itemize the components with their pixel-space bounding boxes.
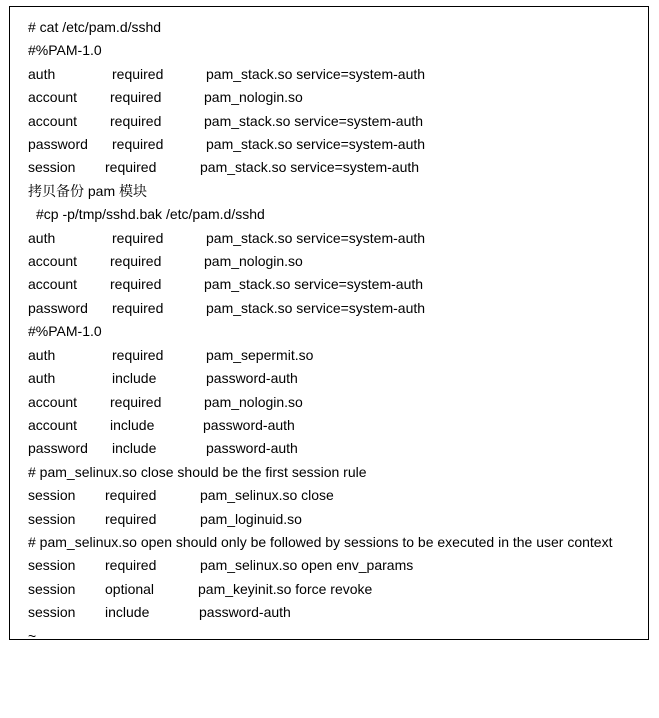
module-path: pam_keyinit.so force revoke [198, 580, 373, 597]
control-flag: optional [105, 580, 155, 597]
control-flag: required [112, 229, 164, 246]
control-flag: required [112, 136, 164, 153]
pam-rule-row [28, 554, 638, 577]
line-text: #cp -p/tmp/sshd.bak /etc/pam.d/sshd [36, 206, 265, 223]
module-type: password [28, 440, 88, 457]
pam-rule-row [28, 414, 638, 437]
pam-rule-row [28, 601, 638, 624]
module-path: pam_sepermit.so [206, 346, 314, 363]
control-flag: required [112, 65, 164, 82]
module-path: pam_selinux.so close [200, 487, 334, 504]
pam-rule-row [28, 133, 638, 156]
tilde-line [28, 625, 638, 648]
module-type: account [28, 112, 78, 129]
module-path: pam_nologin.so [204, 393, 303, 410]
line-text: # pam_selinux.so open should only be followed by sessions to be executed in the user context [28, 533, 613, 550]
module-path: pam_nologin.so [204, 253, 303, 270]
pam-rule-row [28, 227, 638, 250]
pam-rule-row [28, 367, 638, 390]
pam-rule-row [28, 578, 638, 601]
module-type: session [28, 604, 76, 621]
module-path: pam_stack.so service=system-auth [206, 299, 426, 316]
module-path: password-auth [206, 370, 298, 387]
control-flag: required [112, 299, 164, 316]
control-flag: include [105, 604, 150, 621]
pam-rule-row [28, 110, 638, 133]
module-path: pam_stack.so service=system-auth [200, 159, 420, 176]
module-path: pam_stack.so service=system-auth [206, 136, 426, 153]
control-flag: include [112, 370, 157, 387]
module-type: session [28, 510, 76, 527]
pam-rule-row [28, 250, 638, 273]
module-type: account [28, 416, 78, 433]
control-flag: required [110, 89, 162, 106]
control-flag: required [112, 346, 164, 363]
module-path: pam_loginuid.so [200, 510, 302, 527]
module-type: session [28, 487, 76, 504]
line-text: # pam_selinux.so close should be the first session rule [28, 463, 367, 480]
line-text: ~ [28, 627, 37, 644]
control-flag: required [110, 276, 162, 293]
module-path: password-auth [203, 416, 295, 433]
module-type: account [28, 89, 78, 106]
comment-line [28, 461, 638, 484]
pam-rule-row [28, 484, 638, 507]
module-type: session [28, 557, 76, 574]
control-flag: required [105, 159, 157, 176]
pam-rule-row [28, 156, 638, 179]
comment-line [28, 39, 638, 62]
module-path: pam_stack.so service=system-auth [204, 112, 424, 129]
module-type: auth [28, 229, 56, 246]
document-lines [28, 16, 638, 648]
pam-rule-row [28, 344, 638, 367]
document-frame [9, 6, 649, 644]
module-path: pam_stack.so service=system-auth [206, 65, 426, 82]
command-line [28, 203, 638, 226]
line-text: # cat /etc/pam.d/sshd [28, 19, 162, 35]
module-path: password-auth [206, 440, 298, 457]
line-text: 拷贝备份 pam 模块 [28, 182, 148, 199]
module-path: pam_stack.so service=system-auth [206, 229, 426, 246]
comment-line [28, 531, 638, 554]
module-type: session [28, 159, 76, 176]
module-type: account [28, 253, 78, 270]
comment-line [28, 320, 638, 343]
command-line [28, 16, 638, 39]
control-flag: required [110, 393, 162, 410]
pam-rule-row [28, 508, 638, 531]
pam-rule-row [28, 63, 638, 86]
control-flag: required [105, 510, 157, 527]
section-heading [28, 180, 638, 203]
control-flag: required [110, 112, 162, 129]
module-type: auth [28, 370, 56, 387]
control-flag: required [105, 487, 157, 504]
pam-rule-row [28, 391, 638, 414]
module-type: password [28, 136, 88, 153]
pam-rule-row [28, 437, 638, 460]
module-type: auth [28, 65, 56, 82]
module-type: account [28, 393, 78, 410]
module-type: password [28, 299, 88, 316]
module-path: pam_nologin.so [204, 89, 303, 106]
module-type: session [28, 580, 76, 597]
pam-rule-row [28, 86, 638, 109]
module-path: pam_selinux.so open env_params [200, 557, 414, 574]
module-type: account [28, 276, 78, 293]
control-flag: include [112, 440, 157, 457]
pam-rule-row [28, 297, 638, 320]
module-type: auth [28, 346, 56, 363]
control-flag: required [110, 253, 162, 270]
module-path: pam_stack.so service=system-auth [204, 276, 424, 293]
module-path: password-auth [199, 604, 291, 621]
control-flag: required [105, 557, 157, 574]
line-text: #%PAM-1.0 [28, 323, 102, 340]
line-text: #%PAM-1.0 [28, 42, 102, 59]
pam-rule-row [28, 273, 638, 296]
control-flag: include [110, 416, 155, 433]
